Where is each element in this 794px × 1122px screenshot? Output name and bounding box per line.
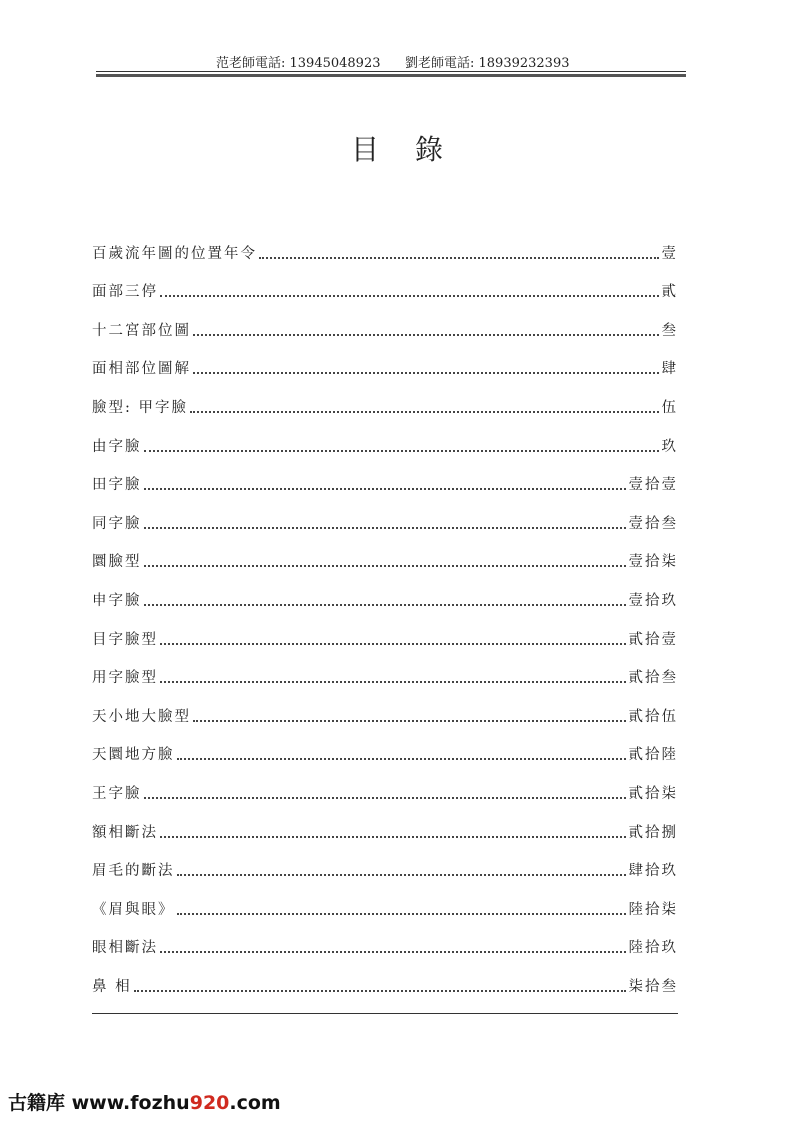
toc-entry-page: 貳拾捌 <box>628 824 678 841</box>
toc-entry-label: 百歲流年圖的位置年令 <box>92 245 257 262</box>
toc-entry-page: 玖 <box>661 438 678 455</box>
toc-leader-dots <box>160 951 626 953</box>
toc-entry <box>92 423 678 462</box>
toc-leader-dots <box>160 681 626 683</box>
toc-entry-page: 壹拾壹 <box>628 477 678 494</box>
toc-entry <box>92 963 678 1002</box>
logo-text-suffix: .com <box>229 1092 281 1114</box>
contact-liu: 劉老師電話: 18939232393 <box>405 56 570 71</box>
logo-text-accent: 920 <box>189 1092 230 1114</box>
toc-entry-label: 天小地大臉型 <box>92 708 191 725</box>
contact-fan: 范老師電話: 13945048923 <box>216 56 381 71</box>
page-title: 目錄 <box>350 133 479 166</box>
toc-entry-label: 由字臉 <box>92 438 142 455</box>
toc-leader-dots <box>144 450 659 452</box>
toc-entry-page: 壹 <box>661 245 678 262</box>
toc-entry-label: 面部三停 <box>92 284 158 301</box>
toc-entry-label: 田字臉 <box>92 477 142 494</box>
toc-entry <box>92 462 678 501</box>
toc-entry-page: 陸拾柒 <box>628 901 678 918</box>
footer-rule <box>92 1013 678 1014</box>
toc-entry-page: 肆 <box>661 361 678 378</box>
page-header <box>0 52 794 72</box>
toc-leader-dots <box>144 488 626 490</box>
toc-leader-dots <box>144 565 626 567</box>
toc-entry-label: 申字臉 <box>92 592 142 609</box>
toc-leader-dots <box>144 797 626 799</box>
toc-leader-dots <box>177 913 626 915</box>
toc-entry-page: 貳拾壹 <box>628 631 678 648</box>
toc-entry <box>92 230 678 269</box>
toc-entry <box>92 269 678 308</box>
toc-entry <box>92 539 678 578</box>
toc-entry-page: 貳拾伍 <box>628 708 678 725</box>
toc-entry <box>92 655 678 694</box>
logo-text-prefix: 古籍库 www.fozhu <box>8 1092 190 1114</box>
toc-entry <box>92 307 678 346</box>
toc-entry <box>92 886 678 925</box>
toc-leader-dots <box>160 643 626 645</box>
toc-entry-page: 貳拾柒 <box>628 785 678 802</box>
toc-entry-label: 鼻 相 <box>92 978 132 995</box>
toc-entry-label: 目字臉型 <box>92 631 158 648</box>
toc-entry-page: 伍 <box>661 399 678 416</box>
toc-entry <box>92 848 678 887</box>
toc-entry-label: 眉毛的斷法 <box>92 863 175 880</box>
toc-entry <box>92 809 678 848</box>
toc-entry-label: 同字臉 <box>92 515 142 532</box>
table-of-contents <box>92 230 678 1002</box>
toc-leader-dots <box>190 411 659 413</box>
toc-entry-page: 柒拾叁 <box>628 978 678 995</box>
toc-leader-dots <box>144 527 626 529</box>
toc-entry-label: 額相斷法 <box>92 824 158 841</box>
toc-entry-page: 貳拾叁 <box>628 670 678 687</box>
toc-entry <box>92 384 678 423</box>
toc-leader-dots <box>177 874 626 876</box>
toc-entry-label: 面相部位圖解 <box>92 361 191 378</box>
toc-entry <box>92 616 678 655</box>
toc-entry-label: 王字臉 <box>92 785 142 802</box>
site-logo <box>8 1088 281 1115</box>
toc-entry-label: 圜臉型 <box>92 554 142 571</box>
toc-leader-dots <box>160 295 659 297</box>
toc-leader-dots <box>144 604 626 606</box>
toc-entry <box>92 693 678 732</box>
toc-entry <box>92 346 678 385</box>
toc-leader-dots <box>193 334 659 336</box>
header-rule-thin <box>96 71 686 72</box>
toc-entry-label: 臉型: 甲字臉 <box>92 399 188 416</box>
toc-entry <box>92 770 678 809</box>
toc-entry <box>92 577 678 616</box>
toc-leader-dots <box>259 257 659 259</box>
toc-entry-label: 用字臉型 <box>92 670 158 687</box>
toc-entry-page: 壹拾玖 <box>628 592 678 609</box>
toc-entry <box>92 500 678 539</box>
toc-entry-page: 壹拾叁 <box>628 515 678 532</box>
toc-entry-label: 十二宮部位圖 <box>92 322 191 339</box>
toc-entry-label: 《眉與眼》 <box>92 901 175 918</box>
toc-entry-label: 天圜地方臉 <box>92 747 175 764</box>
toc-leader-dots <box>134 990 626 992</box>
toc-entry-page: 肆拾玖 <box>628 863 678 880</box>
toc-entry-label: 眼相斷法 <box>92 940 158 957</box>
toc-leader-dots <box>193 720 626 722</box>
header-rule-thick <box>96 74 686 77</box>
toc-entry <box>92 925 678 964</box>
toc-entry-page: 貳 <box>661 284 678 301</box>
toc-entry-page: 叁 <box>661 322 678 339</box>
toc-leader-dots <box>193 372 659 374</box>
toc-entry-page: 壹拾柒 <box>628 554 678 571</box>
toc-entry-page: 貳拾陸 <box>628 747 678 764</box>
toc-entry <box>92 732 678 771</box>
toc-leader-dots <box>160 836 626 838</box>
toc-leader-dots <box>177 758 626 760</box>
toc-entry-page: 陸拾玖 <box>628 940 678 957</box>
